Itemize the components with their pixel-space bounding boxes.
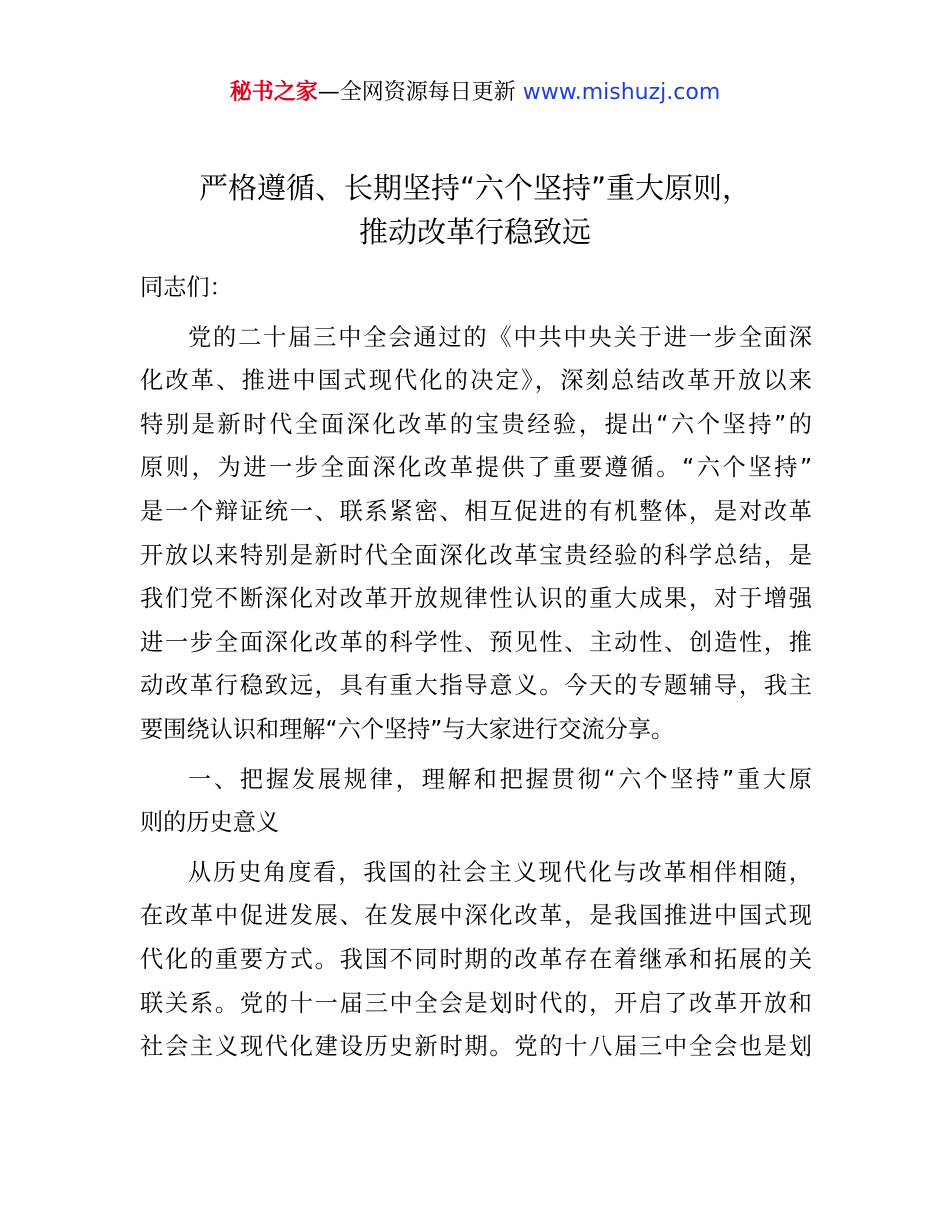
paragraph-line: 化改革、推进中国式现代化的决定》，深刻总结改革开放以来 [140,367,812,395]
heading-line: 则的历史意义 [140,809,280,837]
site-brand: 秘书之家 [229,80,318,105]
salutation: 同志们： [140,274,233,301]
paragraph-intro [140,316,812,752]
paragraph-line: 动改革行稳致远，具有重大指导意义。今天的专题辅导，我主 [140,672,812,700]
paragraph-line: 代化的重要方式。我国不同时期的改革存在着继承和拓展的关 [140,945,812,973]
paragraph-line: 从历史角度看，我国的社会主义现代化与改革相伴相随， [188,858,812,886]
document-title [100,166,850,254]
paragraph-history [140,851,812,1069]
paragraph-line: 联关系。党的十一届三中全会是划时代的，开启了改革开放和 [140,989,812,1017]
paragraph-line: 原则，为进一步全面深化改革提供了重要遵循。“六个坚持” [140,454,812,482]
paragraph-line: 社会主义现代化建设历史新时期。党的十八届三中全会也是划 [140,1033,812,1061]
paragraph-line: 在改革中促进发展、在发展中深化改革，是我国推进中国式现 [140,902,812,930]
section-heading-1 [140,758,812,845]
paragraph-line: 是一个辩证统一、联系紧密、相互促进的有机整体，是对改革 [140,497,812,525]
paragraph-line: 进一步全面深化改革的科学性、预见性、主动性、创造性，推 [140,628,812,656]
document-body [140,266,812,1069]
title-line-1: 严格遵循、长期坚持“六个坚持”重大原则， [198,171,752,205]
site-url-link[interactable]: www.mishuzj.com [522,80,721,105]
paragraph-line: 党的二十届三中全会通过的《中共中央关于进一步全面深 [188,323,812,351]
paragraph-line: 特别是新时代全面深化改革的宝贵经验，提出“六个坚持”的 [140,410,812,438]
title-line-2: 推动改革行稳致远 [358,215,591,249]
paragraph-line: 我们党不断深化对改革开放规律性认识的重大成果，对于增强 [140,585,812,613]
heading-line: 一、把握发展规律，理解和把握贯彻“六个坚持”重大原 [188,765,812,793]
paragraph-line: 要围绕认识和理解“六个坚持”与大家进行交流分享。 [140,715,675,743]
paragraph-line: 开放以来特别是新时代全面深化改革宝贵经验的科学总结，是 [140,541,812,569]
site-tagline: —全网资源每日更新 [317,80,523,105]
site-header [0,78,950,108]
